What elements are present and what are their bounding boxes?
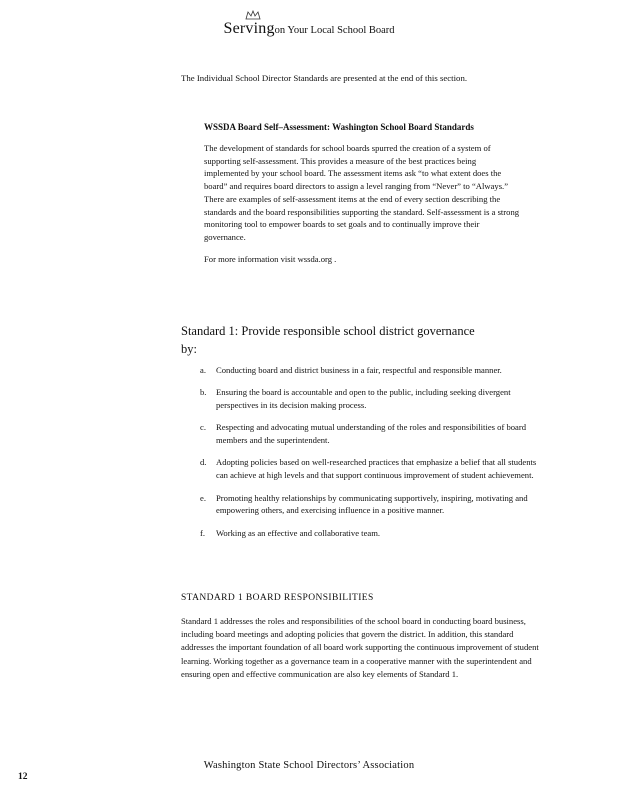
header-title-emphasis-wrap [223, 20, 274, 38]
page-number: 12 [18, 772, 28, 782]
running-footer: Washington State School Directors’ Association [203, 760, 415, 771]
list-marker: d. [200, 457, 207, 468]
list-marker: e. [200, 492, 206, 503]
list-item [200, 527, 545, 540]
list-item [200, 492, 545, 518]
list-item [200, 421, 545, 447]
list-marker: a. [200, 365, 206, 375]
list-item [200, 386, 545, 412]
self-assessment-title: WSSDA Board Self–Assessment: Washington School Board Standards [204, 122, 474, 132]
list-marker: b. [200, 387, 207, 398]
more-info-line: For more information visit wssda.org . [204, 253, 337, 264]
responsibilities-body: Standard 1 addresses the roles and responsibilities of the school board in conducting board business, including board meetings and adopting policies that govern the district. In addition, this standard addresses the important foundation of all board work supporting the continuous improvement of student learning. Working together as a governance team in a cooperative manner with the superintendent and ensuring open and effective communication are also key elements of Standard 1. [181, 616, 539, 679]
list-item-text: Adopting policies based on well-researched practices that emphasize a belief that all students can achieve at high levels and that support continuous improvement of student achievement. [216, 457, 537, 481]
list-item [200, 456, 545, 482]
standard-heading: Standard 1: Provide responsible school district governance by: [181, 324, 475, 356]
header-title-rest: on Your Local School Board [274, 25, 395, 36]
list-item-text: Respecting and advocating mutual understanding of the roles and responsibilities of board members and the superintendent. [216, 422, 527, 446]
list-item [200, 364, 545, 377]
list-item-text: Conducting board and district business in a fair, respectful and responsible manner. [216, 365, 502, 375]
list-marker: c. [200, 422, 206, 433]
header-title-emphasis: Serving [223, 20, 275, 37]
responsibilities-heading: STANDARD 1 BOARD RESPONSIBILITIES [181, 593, 374, 603]
standard-list [200, 364, 545, 549]
intro-paragraph: The Individual School Director Standards are presented at the end of this section. [181, 73, 468, 83]
list-item-text: Ensuring the board is accountable and open to the public, including seeking divergent perspectives in its decision making process. [216, 387, 511, 411]
running-header [0, 20, 618, 38]
list-item-text: Promoting healthy relationships by communicating supportively, inspiring, motivating and empowering others, and exercising influence in a positive manner. [216, 492, 528, 516]
self-assessment-section [204, 122, 520, 264]
list-item-text: Working as an effective and collaborative team. [216, 527, 381, 538]
list-marker: f. [200, 527, 206, 538]
crown-icon [245, 10, 261, 20]
self-assessment-body: The development of standards for school boards spurred the creation of a system of supporting self-assessment. This provides a measure of the best practices being implemented by your school board. The assessment items ask “to what extent does the board” and requires board directors to assign a level ranging from “Never” to “Always.” There are examples of self-assessment items at the end of every section describing the standards and the board responsibilities supporting the standard. Self-assessment is a strong monitoring tool to empower boards to set goals and to continually improve their governance. [204, 143, 520, 242]
